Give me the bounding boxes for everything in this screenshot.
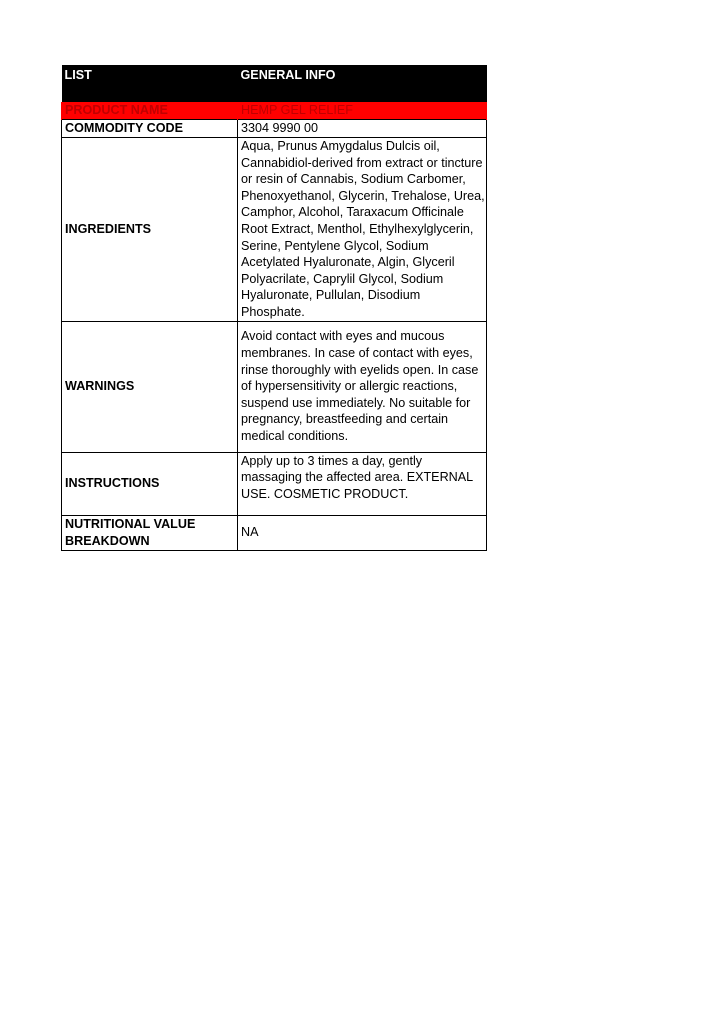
list-column-header: LIST (62, 65, 238, 102)
product-name-row (62, 102, 487, 120)
table-header-row (62, 65, 487, 102)
product-name-value: HEMP GEL RELIEF (238, 102, 487, 120)
nutritional-value-row (62, 515, 487, 550)
commodity-code-value: 3304 9990 00 (238, 120, 487, 138)
general-info-column-header: GENERAL INFO (238, 65, 487, 102)
warnings-row (62, 321, 487, 452)
ingredients-row (62, 138, 487, 322)
product-info-table (61, 65, 487, 551)
instructions-label: INSTRUCTIONS (62, 452, 238, 515)
warnings-value: Avoid contact with eyes and mucous membranes. In case of contact with eyes, rinse thoroughly with eyelids open. In case of hypersensitivity or allergic reactions, suspend use immediately. No suitable for pregnancy, breastfeeding and certain medical conditions. (238, 321, 487, 452)
nutritional-value-label: NUTRITIONAL VALUE BREAKDOWN (62, 515, 238, 550)
instructions-value: Apply up to 3 times a day, gently massaging the affected area. EXTERNAL USE. COSMETIC PRODUCT. (238, 452, 487, 515)
instructions-row (62, 452, 487, 515)
nutritional-value-value: NA (238, 515, 487, 550)
warnings-label: WARNINGS (62, 321, 238, 452)
ingredients-label: INGREDIENTS (62, 138, 238, 322)
commodity-code-label: COMMODITY CODE (62, 120, 238, 138)
commodity-code-row (62, 120, 487, 138)
ingredients-value: Aqua, Prunus Amygdalus Dulcis oil, Cannabidiol-derived from extract or tincture or resin of Cannabis, Sodium Carbomer, Phenoxyethanol, Glycerin, Trehalose, Urea, Camphor, Alcohol, Taraxacum Officinale Root Extract, Menthol, Ethylhexylglycerin, Serine, Pentylene Glycol, Sodium Acetylated Hyaluronate, Algin, Glyceril Polyacrilate, Caprylil Glycol, Sodium Hyaluronate, Pullulan, Disodium Phosphate. (238, 138, 487, 322)
product-name-label: PRODUCT NAME (62, 102, 238, 120)
